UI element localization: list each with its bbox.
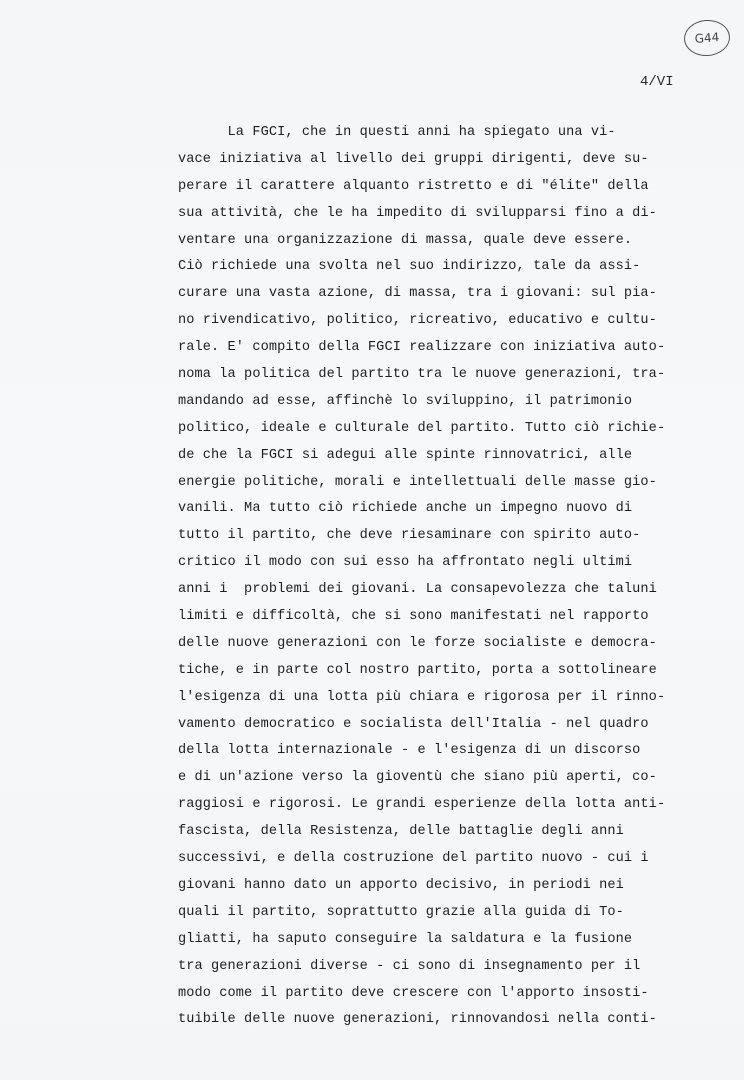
text-line: e di un'azione verso la gioventù che siano più aperti, co- (178, 770, 657, 786)
text-line: vamento democratico e socialista dell'Italia - nel quadro (178, 716, 649, 732)
text-line: quali il partito, soprattutto grazie alla guida di To- (178, 904, 624, 920)
text-line: mandando ad esse, affinchè lo sviluppino, il patrimonio (178, 393, 633, 409)
text-line: limiti e difficoltà, che si sono manifestati nel rapporto (178, 609, 649, 625)
text-line: gliatti, ha saputo conseguire la saldatura e la fusione (178, 931, 633, 947)
text-line: rale. E' compito della FGCI realizzare con iniziativa auto- (178, 340, 666, 356)
text-line: vace iniziativa al livello dei gruppi dirigenti, deve su- (178, 151, 649, 167)
text-line: modo come il partito deve crescere con l'apporto insosti- (178, 985, 649, 1001)
text-line: anni i problemi dei giovani. La consapevolezza che taluni (178, 582, 657, 598)
text-line: tiche, e in parte col nostro partito, porta a sottolineare (178, 662, 657, 678)
text-line: de che la FGCI si adegui alle spinte rinnovatrici, alle (178, 447, 633, 463)
text-line: noma la politica del partito tra le nuove generazioni, tra- (178, 367, 666, 383)
page-number: 4/VI (640, 74, 674, 90)
text-line: critico il modo con sui esso ha affrontato negli ultimi (178, 555, 633, 571)
text-line: raggiosi e rigorosi. Le grandi esperienze della lotta anti- (178, 797, 666, 813)
typewritten-body (178, 120, 714, 1034)
text-line: politico, ideale e culturale del partito. Tutto ciò richie- (178, 420, 666, 436)
text-line: tra generazioni diverse - ci sono di insegnamento per il (178, 958, 641, 974)
archive-stamp-text: G44 (694, 30, 720, 46)
text-line: vanili. Ma tutto ciò richiede anche un impegno nuovo di (178, 501, 633, 517)
text-line: ventare una organizzazione di massa, quale deve essere. (178, 232, 633, 248)
text-line: energie politiche, morali e intellettuali delle masse gio- (178, 474, 657, 490)
text-line: tutto il partito, che deve riesaminare con spirito auto- (178, 528, 641, 544)
text-line: l'esigenza di una lotta più chiara e rigorosa per il rinno- (178, 689, 666, 705)
text-line: della lotta internazionale - e l'esigenza di un discorso (178, 743, 641, 759)
text-line: no rivendicativo, politico, ricreativo, educativo e cultu- (178, 313, 657, 329)
text-line: sua attività, che le ha impedito di svilupparsi fino a di- (178, 205, 657, 221)
text-line: successivi, e della costruzione del partito nuovo - cui i (178, 851, 649, 867)
archive-stamp (683, 18, 731, 57)
text-line: La FGCI, che in questi anni ha spiegato una vi- (178, 125, 616, 140)
text-line: curare una vasta azione, di massa, tra i giovani: sul pia- (178, 286, 657, 302)
text-line: tuibile delle nuove generazioni, rinnovandosi nella conti- (178, 1012, 657, 1028)
text-line: Ciò richiede una svolta nel suo indirizzo, tale da assi- (178, 259, 641, 275)
text-line: perare il carattere alquanto ristretto e di "élite" della (178, 178, 649, 194)
text-line: fascista, della Resistenza, delle battaglie degli anni (178, 824, 624, 840)
text-line: delle nuove generazioni con le forze socialiste e democra- (178, 635, 657, 651)
text-line: giovani hanno dato un apporto decisivo, in periodi nei (178, 877, 624, 893)
